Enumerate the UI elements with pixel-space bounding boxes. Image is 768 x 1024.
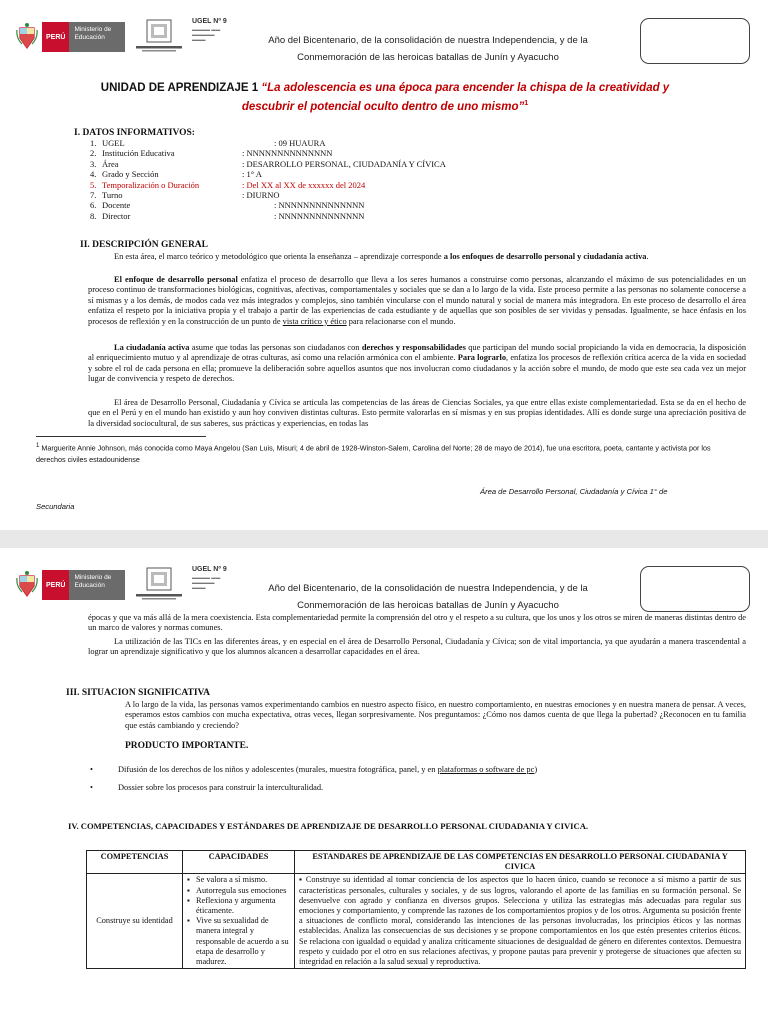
info-value: : DIURNO [242,189,280,200]
footnote-number: 1 [36,443,40,449]
bullet2-text: Dossier sobre los procesos para construir la interculturalidad. [118,783,324,792]
bullet1-underline: plataformas o software de pc [437,765,535,774]
estandar-text: Construye su identidad al tomar conciencia de los aspectos que lo hacen único, cuando se reconoce a sí mismo a partir de sus características personales, culturales y sociales, y de sus logros, valorando el aporte de las familias en su formación personal. Se desenvuelve con agrado y confianza en diversos grupos. Selecciona y utiliza las estrategias más adecuadas para regular sus emociones y comportamiento, y comprende las razones de los comportamientos propios y de los otros. Argumenta su posición frente a situaciones de conflicto moral, considerando las intenciones de las personas involucradas, los principios éticos y las normas establecidas. Analiza las consecuencias de sus decisiones y se propone comportamientos en los que estén presentes criterios éticos. Se relaciona con igualdad o equidad y analiza críticamente situaciones de desigualdad de género en diferentes contextos. Demuestra respeto y cuidado por el otro en sus relaciones afectivas, y propone pautas para prevenir y protegerse de situaciones que afecten su integridad en relación a la salud sexual y reproductiva. [299,875,741,967]
ugel-logo-text-2: UGEL Nº 9 [192,566,227,573]
competencias-table [86,850,746,969]
table-row [87,874,746,969]
ugel-logo-text: UGEL Nº 9 [192,18,227,25]
descripcion-paragraph-4: El área de Desarrollo Personal, Ciudadanía y Cívica se articula las competencias de las áreas de Ciencias Sociales, ya que entre ellas existe complementariedad. Esta se da en el hecho de que en el Perú y en el mundo han existido y aun hoy conviven distintas culturas. Esto permite valorarlas en sí mismas y en sus propias identidades. Allí es donde surge una apreciación positiva de la diversidad sociocultural, de sus saberes, sus prácticas y experiencias, en todas las [88,398,746,428]
p2-end: para relacionarse con el mundo. [346,316,456,326]
p2-underline: vista crítico y ético [282,316,347,326]
info-number: 6. [90,200,97,211]
page-gap [0,530,768,548]
info-row [90,138,690,148]
info-row [90,200,690,210]
descripcion-paragraph-3 [88,343,746,385]
bullet-icon: ▪ [299,875,306,885]
footnote-divider [36,436,206,437]
peru-label: PERÚ [42,22,69,52]
footer-grade-label: Secundaria [36,502,75,511]
p1-end: . [646,252,649,261]
regional-government-logo-icon [134,18,184,54]
estandar-cell [295,874,746,969]
unit-title [40,80,730,115]
minedu-logo-2 [16,570,125,600]
p3-text-d: que participan del mundo social propiciando la vida en democracia, la disposición al enriquecimiento mutuo y al aprendizaje de otras culturas, así como una relación armónica con el ambiente. [88,343,747,363]
footnote-text: Marguerite Annie Johnson, más conocida como Maya Angelou (San Luis, Misuri; 4 de abril de 1928-Winston-Salem, Carolina del Norte; 28 de mayo de 2014), fue una escritora, poeta, cantante y activista por los derechos civiles estadounidense [36,443,711,465]
info-label: Institución Educativa [102,148,175,159]
p2-text: enfatiza el proceso de desarrollo que lleva a los seres humanos a construirse como personas, alcanzando el máximo de sus potencialidades en un proceso continuo de transformaciones biológicas, cognitivas, afectivas, comportamentales y sociales que se dan a lo largo de la vida. Este proceso permite a las personas no solamente conocerse a sí mismas y a los demás, de modos cada vez más integrados y complejos, sino también vincularse con el mundo natural y social de manera más integradora. En este proceso de desarrollo el área enfatiza el respeto por la iniciativa propia y el trabajo a partir de las experiencias de cada estudiante y de aquellas que son posibles de ser vividas y pensadas. Igualmente, se hace énfasis en los procesos de reflexión y en la construcción de un punto de [88,275,746,326]
info-label: Grado y Sección [102,169,159,180]
p3-text-b: asume que todas las personas son ciudadanos con [189,343,362,352]
info-number: 7. [90,189,97,200]
table-header-competencias: COMPETENCIAS [87,851,183,874]
table-header-capacidades: CAPACIDADES [183,851,295,874]
ugel-logo-subtext-icon: ▬▬▬▬ ▬▬ ▬▬▬▬▬ ▬▬▬ [192,575,221,590]
section-heading-descripcion: II. DESCRIPCIÓN GENERAL [80,240,209,250]
p3-bold-e: Para lograrlo [457,353,507,363]
section-heading-datos: I. DATOS INFORMATIVOS: [74,128,195,138]
p3-bold-a: La ciudadanía activa [114,343,190,352]
regional-government-logo-icon [134,566,184,602]
footnote [36,440,736,466]
ugel-logo-2 [192,566,227,590]
ugel-logo [192,18,227,42]
info-value: : NNNNNNNNNNNNNN [242,148,333,159]
producto-item-2 [90,783,738,793]
list-item: ▪ Reflexiona y argumenta éticamente. [187,896,290,916]
descripcion-paragraph-1 [88,252,746,262]
bullet-icon: • [90,765,93,774]
producto-item-1 [90,765,738,775]
footnote-ref[interactable]: 1 [524,100,529,107]
table-header-estandares: ESTANDARES DE APRENDIZAJE DE LAS COMPETENCIAS EN DESARROLLO PERSONAL CIUDADANIA Y CIVICA [295,851,746,874]
list-item: ▪ Autorregula sus emociones [187,886,290,896]
info-value: : DESARROLLO PERSONAL, CIUDADANÍA Y CÍVICA [242,158,446,169]
section-heading-situacion: III. SITUACION SIGNIFICATIVA [66,688,211,698]
info-number: 2. [90,148,97,159]
bullet-icon: • [90,783,93,792]
competencia-cell: Construye su identidad [87,874,183,969]
info-label: Área [102,158,119,169]
ugel-logo-subtext-icon: ▬▬▬▬ ▬▬ ▬▬▬▬▬ ▬▬▬ [192,27,221,42]
descripcion-paragraph-2 [88,275,746,327]
info-number: 5. [90,179,97,190]
list-item: ▪ Vive su sexualidad de manera integral y responsable de acuerdo a su etapa de desarrollo y madurez. [187,916,290,967]
bullet1-text: Difusión de los derechos de los niños y adolescentes (murales, muestra fotográfica, panel, y en [118,765,438,774]
info-value: : 1° A [242,169,262,180]
p2-bold: El enfoque de desarrollo personal [114,275,238,284]
info-row [90,190,690,200]
header-empty-box [640,18,750,64]
document-page-2 [0,548,768,1024]
info-row [90,159,690,169]
info-number: 1. [90,138,97,148]
header-motto-line2-2: Conmemoración de las heroicas batallas de Junín y Ayacucho [297,600,559,611]
p1-bold: a los enfoques de desarrollo personal y ciudadanía activa [443,252,647,261]
info-number: 4. [90,169,97,180]
list-item: ▪ Se valora a sí mismo. [187,875,290,885]
header-motto-line1-2: Año del Bicentenario, de la consolidación de nuestra Independencia, y de la [268,583,588,594]
capacidades-cell [183,874,295,969]
header-motto [228,32,628,66]
header-motto-line2: Conmemoración de las heroicas batallas de Junín y Ayacucho [297,52,559,63]
peru-coat-of-arms-icon [16,570,38,598]
info-value: : NNNNNNNNNNNNNN [274,200,365,211]
unit-title-prefix: UNIDAD DE APRENDIZAJE 1 [100,82,262,94]
header-empty-box-2 [640,566,750,612]
info-value: : 09 HUAURA [274,138,326,148]
p1-text: En esta área, el marco teórico y metodológico que orienta la enseñanza – aprendizaje corresponde [114,252,444,261]
unit-title-quote-1: “La adolescencia es una época para encender la chispa de la creatividad y [261,82,670,94]
datos-informativos-list [90,138,690,221]
ministerio-label-2: Ministerio de Educación [69,570,125,600]
minedu-logo [16,22,125,52]
producto-heading: PRODUCTO IMPORTANTE. [125,741,249,751]
info-number: 8. [90,210,97,221]
info-label: Turno [102,189,123,200]
info-row [90,169,690,179]
page-header [0,0,768,70]
unit-title-quote-2: descubrir el potencial oculto dentro de uno mismo” [241,100,525,113]
info-row [90,180,690,190]
continuation-paragraph: épocas y que va más allá de la mera coexistencia. Esta complementariedad permite la comprensión del otro y el respeto a su cultura, que los unos y los otros se miren de maneras distintas dentro de un marco de valores y normas comunes. [88,613,746,633]
info-value: : Del XX al XX de xxxxxx del 2024 [242,179,366,190]
ministerio-label: Ministerio de Educación [69,22,125,52]
capacidades-list [187,875,290,967]
info-number: 3. [90,158,97,169]
bullet1-end: ) [534,765,538,774]
footer-area-label: Área de Desarrollo Personal, Ciudadanía y Cívica 1° de [480,487,668,496]
p3-bold-c: derechos y responsabilidades [361,343,466,352]
info-row [90,148,690,158]
info-label: Temporalización o Duración [102,179,200,190]
header-motto-line1: Año del Bicentenario, de la consolidación de nuestra Independencia, y de la [268,35,588,46]
page-header-2 [0,548,768,618]
info-label: Docente [102,200,131,211]
peru-coat-of-arms-icon [16,22,38,50]
info-label: UGEL [102,138,125,148]
info-value: : NNNNNNNNNNNNNN [274,210,365,221]
peru-label-2: PERÚ [42,570,69,600]
p3-text-f: , enfatiza los procesos de reflexión crítica acerca de la vida en sociedad y sobre el rol de cada persona en ella; promueve la deliberación sobre aquellos asuntos que nos involucran como ciudadanos y la acción sobre el mundo, de modo que este sea cada vez un mejor lugar de convivencia y respeto de derechos. [88,353,746,384]
info-row [90,211,690,221]
table-header-row [87,851,746,874]
section-heading-competencias: IV. COMPETENCIAS, CAPACIDADES Y ESTÁNDARES DE APRENDIZAJE DE DESARROLLO PERSONAL CIUDADANIA Y CIVICA. [68,821,589,831]
header-motto-2 [228,580,628,614]
situacion-paragraph: A lo largo de la vida, las personas vamos experimentando cambios en nuestro aspecto físico, en nuestro comportamiento, en nuestras emociones y en nuestra manera de pensar. A veces, esperamos estos cambios con mucha expectativa, otras veces, llegan sorpresivamente. Nos preguntamos: ¿Cómo nos damos cuenta de que llega la pubertad? ¿Reconocen en tu familia que estás cambiando y creciendo? [125,700,746,730]
info-label: Director [102,210,131,221]
tics-paragraph: La utilización de las TICs en las diferentes áreas, y en especial en el área de Desarrollo Personal, Ciudadanía y Cívica; son de vital importancia, ya que ayudarán a manera trascendental a lograr un aprendizaje significativo y que los alumnos alcancen a desarrollar capacidades en el área. [88,637,746,657]
